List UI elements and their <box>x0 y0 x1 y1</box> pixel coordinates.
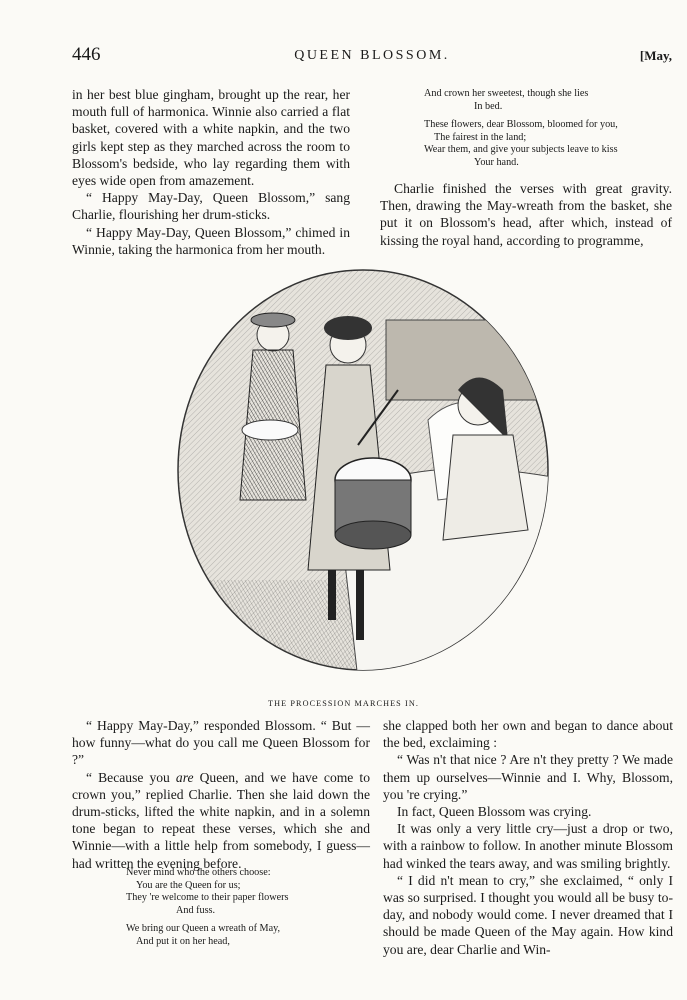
verse-line: Wear them, and give your subjects leave to kiss <box>424 144 618 156</box>
verse-block-top <box>424 88 674 176</box>
paragraph: “ Happy May-Day, Queen Blossom,” sang Charlie, flourishing her drum-sticks. <box>72 190 350 223</box>
verse-line: And put it on her head, <box>136 935 230 947</box>
right-column-top <box>380 180 672 249</box>
basket <box>242 420 298 440</box>
verse-line: You are the Queen for us; <box>136 879 241 891</box>
illustration-caption: THE PROCESSION MARCHES IN. <box>268 699 419 708</box>
verse-block-bottom <box>126 867 366 955</box>
verse-line: And crown her sweetest, though she lies <box>424 88 589 99</box>
left-column-bottom <box>72 717 370 872</box>
paragraph: In fact, Queen Blossom was crying. <box>397 804 592 820</box>
emphasis: are <box>175 769 194 785</box>
verse-line: The fairest in the land; <box>434 131 527 143</box>
running-header <box>72 44 672 66</box>
procession-illustration <box>158 250 568 680</box>
paragraph <box>72 769 370 872</box>
running-month: [May, <box>639 48 672 63</box>
verse-line: These flowers, dear Blossom, bloomed for you, <box>424 119 618 131</box>
text-run: Queen, and we have come to crown you,” replied Charlie. Then she laid down the drum-sticks, lifted the white napkin, and in a solemn tone began to repeat these verses, which she and Winnie—with a little help from somebody, I guess—had written the evening before. <box>72 769 370 871</box>
verse-line: Never mind who the others choose: <box>126 867 271 878</box>
verse-line: And fuss. <box>176 904 216 916</box>
paragraph: in her best blue gingham, brought up the rear, her mouth full of harmonica. Winnie also carried a flat basket, covered with a white napkin, and the two girls kept step as they marched across the room to Blossom's bedside, who lay regarding them with eyes wide open from amazement. <box>72 87 350 189</box>
paragraph: “ Happy May-Day, Queen Blossom,” chimed in Winnie, taking the harmonica from her mouth. <box>72 224 350 257</box>
paragraph: “ I did n't mean to cry,” she exclaimed, “ only I was so surprised. I thought you would all be busy to-day, and nobody would come. I never dreamed that I should be made Queen of the May again. How kind you are, dear Charlie and Win- <box>383 872 673 957</box>
right-column-bottom <box>383 717 673 958</box>
verse-line: They 're welcome to their paper flowers <box>126 892 289 904</box>
verse-line: Your hand. <box>474 156 519 168</box>
left-column-top <box>72 86 350 258</box>
paragraph: It was only a very little cry—just a drop or two, with a rainbow to follow. In another minute Blossom had winked the tears away, and was smiling brightly. <box>383 821 673 871</box>
paragraph: “ Was n't that nice ? Are n't they pretty ? We made them up ourselves—Winnie and I. Why, Blossom, you 're crying.” <box>383 752 673 802</box>
paragraph: Charlie finished the verses with great gravity. Then, drawing the May-wreath from the basket, she put it on Blossom's head, after which, instead of kissing the royal hand, according to programme, <box>380 181 672 248</box>
page-number: 446 <box>72 44 101 65</box>
text-run: “ Because you <box>86 769 176 785</box>
verse-line: We bring our Queen a wreath of May, <box>126 923 281 935</box>
paragraph: “ Happy May-Day,” responded Blossom. “ But —how funny—what do you call me Queen Blossom for ?” <box>72 718 370 768</box>
verse-line: In bed. <box>474 100 503 112</box>
paragraph: she clapped both her own and began to dance about the bed, exclaiming : <box>383 718 673 751</box>
running-title: QUEEN BLOSSOM. <box>294 48 450 63</box>
